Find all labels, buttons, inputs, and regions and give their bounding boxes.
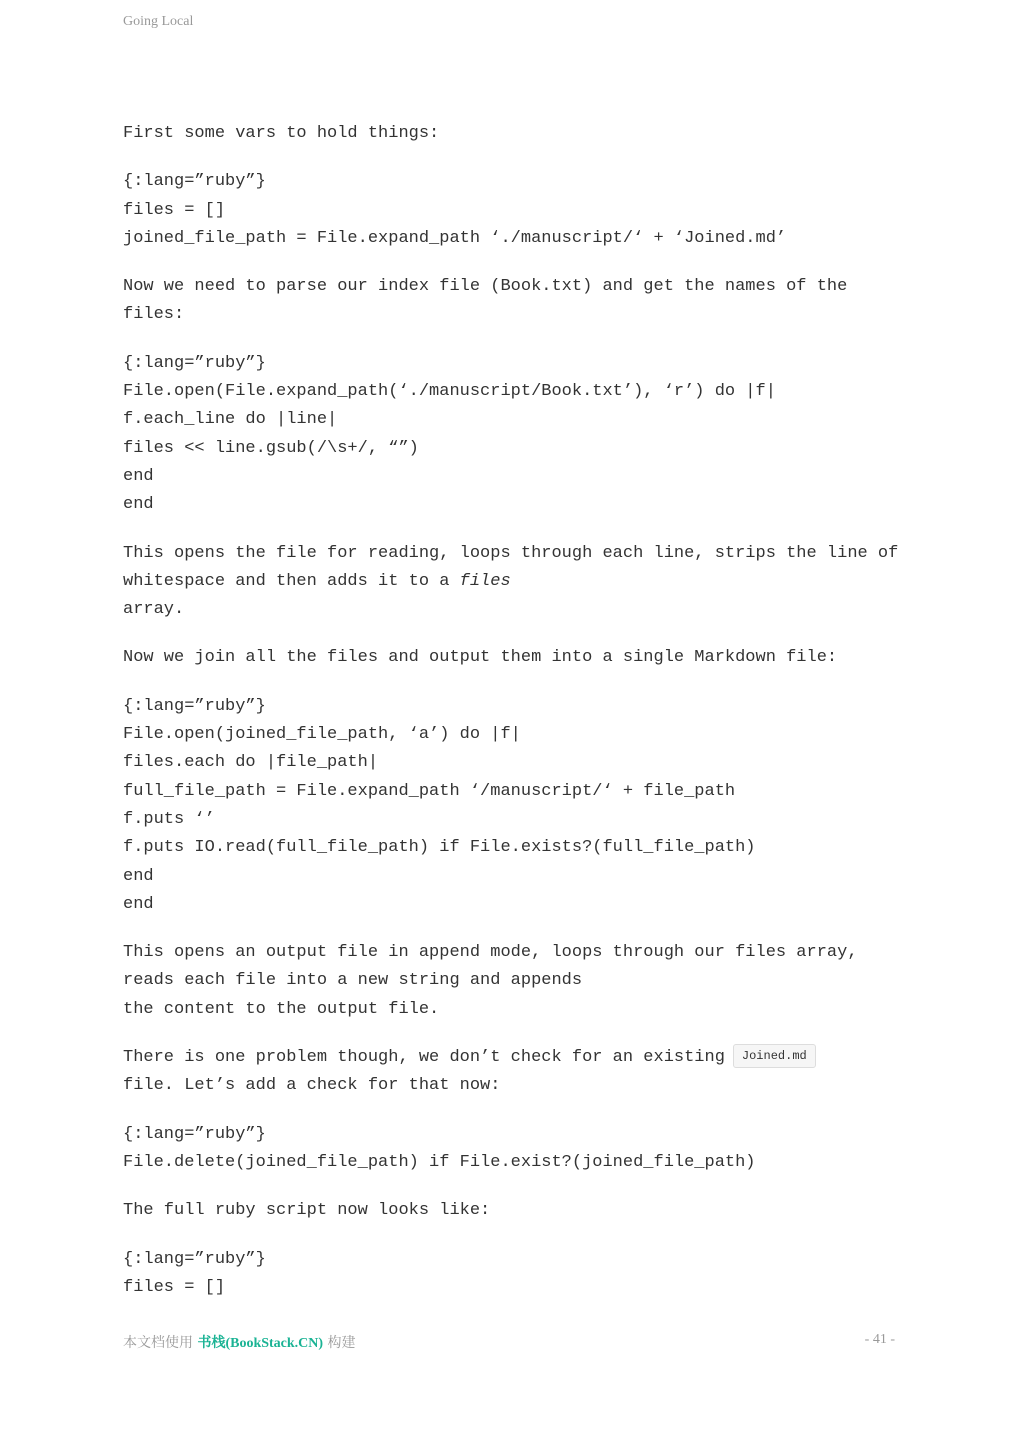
footer-prefix: 本文档使用 <box>123 1335 193 1351</box>
paragraph-join <box>123 644 903 672</box>
paragraph-text: This opens an output file in append mode, loops through our files array, reads each file into a new string and appends <box>123 943 858 991</box>
code-block-full <box>123 1246 903 1303</box>
paragraph-text: First some vars to hold things: <box>123 124 440 143</box>
emphasis-files: files <box>459 571 511 591</box>
code-line: f.puts ‘’ <box>123 809 215 829</box>
page-number: - 41 - <box>864 1332 895 1347</box>
paragraph-parse-index <box>123 273 903 330</box>
code-line: files = [] <box>123 1277 226 1297</box>
code-line: end <box>123 894 154 914</box>
paragraph-explain-read <box>123 540 903 625</box>
code-line: files = [] <box>123 200 226 220</box>
paragraph-full-script <box>123 1197 903 1225</box>
code-block-delete <box>123 1121 903 1178</box>
paragraph-text: The full ruby script now looks like: <box>123 1201 491 1221</box>
code-line: {:lang=”ruby”} <box>123 1249 266 1269</box>
code-line: end <box>123 866 154 886</box>
code-block-parse <box>123 350 903 520</box>
page-content <box>123 120 903 1322</box>
paragraph-problem <box>123 1044 903 1101</box>
code-line: File.delete(joined_file_path) if File.exist?(joined_file_path) <box>123 1152 756 1172</box>
code-block-vars <box>123 168 903 253</box>
paragraph-text: file. Let’s add a check for that now: <box>123 1076 501 1096</box>
paragraph-text: There is one problem though, we don’t check for an existing <box>123 1048 725 1068</box>
code-line: {:lang=”ruby”} <box>123 172 266 192</box>
code-line: f.puts IO.read(full_file_path) if File.exists?(full_file_path) <box>123 838 756 858</box>
code-line: {:lang=”ruby”} <box>123 353 266 373</box>
code-line: File.open(File.expand_path(‘./manuscript/Book.txt’), ‘r’) do |f| <box>123 382 776 402</box>
paragraph-text: This opens the file for reading, loops through each line, strips the line of whitespace and then adds it to a <box>123 543 899 591</box>
code-block-join <box>123 693 903 919</box>
paragraph-text: the content to the output file. <box>123 999 440 1019</box>
paragraph-text: Now we need to parse our index file (Book.txt) and get the names of the files: <box>123 277 848 325</box>
code-line: joined_file_path = File.expand_path ‘./manuscript/‘ + ‘Joined.md’ <box>123 228 787 248</box>
code-line: end <box>123 495 154 515</box>
paragraph-explain-append <box>123 939 903 1024</box>
code-line: end <box>123 466 154 486</box>
code-line: {:lang=”ruby”} <box>123 1124 266 1144</box>
code-line: full_file_path = File.expand_path ‘/manuscript/‘ + file_path <box>123 781 736 801</box>
inline-code-joined-md: Joined.md <box>733 1044 816 1068</box>
paragraph-intro <box>123 120 903 148</box>
code-line: files.each do |file_path| <box>123 753 379 773</box>
code-line: f.each_line do |line| <box>123 410 338 430</box>
paragraph-text: Now we join all the files and output them into a single Markdown file: <box>123 648 838 668</box>
paragraph-text: array. <box>123 600 185 620</box>
code-line: {:lang=”ruby”} <box>123 696 266 716</box>
code-line: files << line.gsub(/\s+/, “”) <box>123 438 419 458</box>
footer-suffix: 构建 <box>327 1335 356 1351</box>
running-header: Going Local <box>123 14 194 29</box>
page-footer <box>123 1332 895 1352</box>
footer-brand-link[interactable]: 书栈(BookStack.CN) <box>197 1336 324 1351</box>
code-line: File.open(joined_file_path, ‘a’) do |f| <box>123 725 521 745</box>
